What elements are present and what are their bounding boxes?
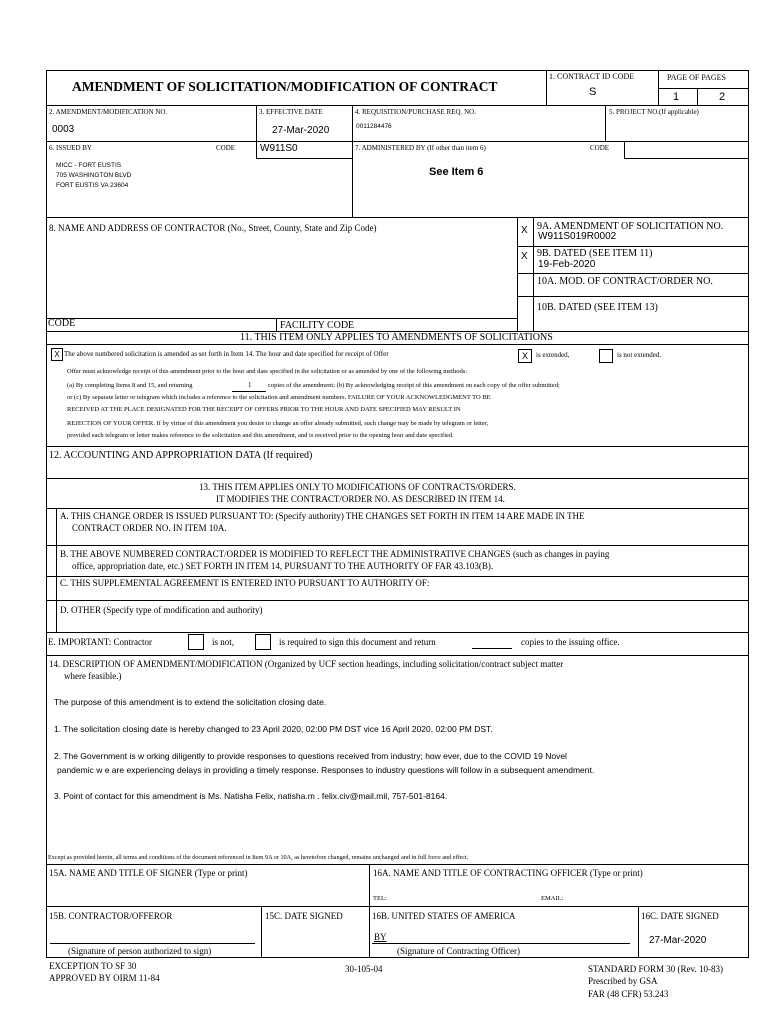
extended-check-mark: X: [521, 351, 528, 361]
rule: [46, 508, 749, 509]
is-not-extended-label: is not extended.: [617, 351, 662, 359]
copies-blank[interactable]: [472, 648, 512, 649]
item13-heading: 13. THIS ITEM APPLIES ONLY TO MODIFICATIONS OF CONTRACTS/ORDERS.: [199, 482, 516, 492]
signature-person-caption: (Signature of person authorized to sign): [68, 946, 212, 956]
rule: [46, 655, 749, 656]
rule: [46, 864, 749, 865]
page-of-pages-label: PAGE OF PAGES: [667, 73, 726, 82]
rule: [46, 906, 749, 907]
dated-9b-value: 19-Feb-2020: [538, 259, 596, 270]
form-title: AMENDMENT OF SOLICITATION/MODIFICATION OF CONTRACT: [72, 79, 498, 94]
date-16c-label: 16C. DATE SIGNED: [641, 911, 719, 921]
requisition-no: 0011284476: [356, 123, 392, 130]
rule: [46, 446, 749, 447]
facility-code-label: FACILITY CODE: [280, 320, 355, 331]
footer-approved: APPROVED BY OIRM 11-84: [49, 973, 160, 983]
amendment-no: 0003: [52, 124, 75, 135]
rule: [46, 545, 749, 546]
copies-count: 1: [248, 381, 252, 389]
item13-a: CONTRACT ORDER NO. IN ITEM 10A.: [72, 523, 227, 533]
usa-16b-label: 16B. UNITED STATES OF AMERICA: [372, 911, 516, 921]
issued-address-line: 705 WASHINGTON BLVD: [56, 172, 132, 179]
page-count: 2: [719, 91, 726, 103]
amended-check-mark: X: [54, 350, 60, 359]
date-15c-label: 15C. DATE SIGNED: [265, 911, 343, 921]
item13-d: D. OTHER (Specify type of modification and authority): [60, 605, 263, 615]
rule: [46, 478, 749, 479]
rule: [658, 88, 749, 89]
item11-line: copies of the amendment; (b) By acknowledging receipt of this amendment on each copy of the offer submitted;: [268, 382, 560, 389]
contractor-label: 8. NAME AND ADDRESS OF CONTRACTOR (No., Street, County, State and Zip Code): [49, 223, 377, 233]
by-label: BY: [374, 932, 387, 942]
item14-paragraph: 1. The solicitation closing date is hereby changed to 23 April 2020, 02:00 PM DST vice 16 April 2020, 02:00 PM DST.: [54, 724, 493, 734]
important-label: E. IMPORTANT: Contractor: [48, 637, 153, 647]
effective-date-label: 3. EFFECTIVE DATE: [259, 108, 323, 116]
footer-prescribed: Prescribed by GSA: [588, 976, 658, 986]
mod-10a-label: 10A. MOD. OF CONTRACT/ORDER NO.: [537, 276, 713, 287]
rule: [372, 943, 630, 944]
email-label: EMAIL:: [541, 895, 564, 902]
item14-paragraph: The purpose of this amendment is to extend the solicitation closing date.: [54, 697, 327, 707]
rule: [276, 318, 277, 331]
item14-label: 14. DESCRIPTION OF AMENDMENT/MODIFICATION (Organized by UCF section headings, including solicitation/contract subject matter: [49, 659, 564, 669]
item13-c: C. THIS SUPPLEMENTAL AGREEMENT IS ENTERED INTO PURSUANT TO AUTHORITY OF:: [60, 578, 430, 588]
amendment-no-label: 2. AMENDMENT/MODIFICATION NO.: [49, 108, 168, 116]
dated-9b-label: 9B. DATED (SEE ITEM 11): [537, 248, 653, 259]
contract-id-code: S: [589, 86, 597, 98]
officer-16a-label: 16A. NAME AND TITLE OF CONTRACTING OFFICER (Type or print): [373, 868, 643, 878]
item13-a: A. THIS CHANGE ORDER IS ISSUED PURSUANT TO: (Specify authority) THE CHANGES SET FORTH IN ITEM 14 ARE MADE IN THE: [60, 511, 585, 521]
is-not-label: is not,: [212, 637, 235, 647]
admin-code-label: CODE: [590, 144, 610, 152]
item12-label: 12. ACCOUNTING AND APPROPRIATION DATA (If required): [49, 450, 313, 461]
item13-b: office, appropriation date, etc.) SET FORTH IN ITEM 14, PURSUANT TO THE AUTHORITY OF FAR 43.103(B).: [72, 561, 494, 571]
is-not-checkbox[interactable]: [188, 634, 204, 650]
rule: [46, 141, 749, 142]
page-number: 1: [673, 91, 680, 103]
rule: [517, 217, 518, 331]
item11-line: or (c) By separate letter or telegram which includes a reference to the solicitation and amendment numbers. FAILURE OF YOUR ACKNOWLEDGMENT TO BE: [67, 394, 491, 401]
contractor-code-label: CODE: [48, 318, 76, 329]
item11-line: RECEIVED AT THE PLACE DESIGNATED FOR THE RECEIPT OF OFFERS PRIOR TO THE HOUR AND DATE SPECIFIED MAY RESULT IN: [67, 406, 461, 413]
item14-paragraph: 2. The Government is w orking diligently to provide responses to questions received from industry; how ever, due to the COVID 19 Novel: [54, 751, 567, 761]
footer-far: FAR (48 CFR) 53.243: [588, 989, 669, 999]
issued-address-line: MICC - FORT EUSTIS: [56, 162, 122, 169]
administered-by-value: See Item 6: [429, 166, 484, 178]
is-required-checkbox[interactable]: [255, 634, 271, 650]
rule: [352, 105, 353, 217]
item14-label: where feasible.): [64, 671, 122, 681]
rule: [50, 943, 255, 944]
footer-exception: EXCEPTION TO SF 30: [49, 961, 137, 971]
item11-line: Offer must acknowledge receipt of this amendment prior to the hour and date specified in the solicitation or as amended by one of the following methods:: [67, 368, 468, 375]
check-9a: X: [521, 225, 528, 236]
amendment-9a-label: 9A. AMENDMENT OF SOLICITATION NO.: [537, 221, 724, 232]
is-extended-label: is extended,: [536, 351, 570, 359]
item14-paragraph: pandemic w e are experiencing delays in providing a timely response. Responses to industry questions will follow in a subsequent amendment.: [57, 765, 595, 775]
item13-b: B. THE ABOVE NUMBERED CONTRACT/ORDER IS MODIFIED TO REFLECT THE ADMINISTRATIVE CHANGES (such as changes in paying: [60, 549, 610, 559]
rule: [56, 508, 57, 632]
rule: [624, 158, 749, 159]
rule: [605, 105, 606, 141]
effective-date: 27-Mar-2020: [272, 125, 330, 136]
item11-line: REJECTION OF YOUR OFFER. If by virtue of this amendment you desire to change an offer already submitted, such change may be made by telegram or letter,: [67, 420, 489, 427]
dated-10b-label: 10B. DATED (SEE ITEM 13): [537, 302, 658, 313]
except-text: Except as provided herein, all terms and conditions of the document referenced in Item 9A or 10A, as heretofore changed, remains unchanged and in full force and effect.: [48, 854, 469, 861]
amended-checkbox[interactable]: [51, 348, 63, 361]
signer-15a-label: 15A. NAME AND TITLE OF SIGNER (Type or print): [49, 868, 248, 878]
rule: [46, 600, 749, 601]
rule: [546, 70, 547, 105]
issued-code-label: CODE: [216, 144, 236, 152]
item11-line: provided each telegram or letter makes reference to the solicitation and this amendment, and is received prior to the opening hour and date specified.: [67, 432, 454, 439]
tel-label: TEL:: [373, 895, 387, 902]
contract-id-code-label: 1. CONTRACT ID CODE: [549, 72, 635, 81]
rule: [46, 576, 749, 577]
rule: [46, 632, 749, 633]
issued-address-line: FORT EUSTIS VA 23604: [56, 182, 129, 189]
issued-by-label: 6. ISSUED BY: [49, 144, 92, 152]
rule: [369, 864, 370, 958]
rule: [517, 273, 749, 274]
rule: [46, 105, 749, 106]
contractor-15b-label: 15B. CONTRACTOR/OFFEROR: [49, 911, 173, 921]
date-16c-value: 27-Mar-2020: [649, 935, 707, 946]
signature-officer-caption: (Signature of Contracting Officer): [397, 946, 521, 956]
item14-paragraph: 3. Point of contact for this amendment is Ms. Natisha Felix, natisha.m . felix.civ@mail.mil, 757-501-8164.: [54, 791, 448, 801]
rule: [517, 296, 749, 297]
rule: [256, 105, 257, 158]
rule: [46, 217, 749, 218]
rule: [46, 344, 749, 345]
amendment-9a-value: W911S019R0002: [538, 231, 617, 242]
rule: [697, 88, 698, 105]
extended-checkbox[interactable]: [518, 349, 532, 363]
issued-code: W911S0: [260, 143, 298, 154]
copies-label: copies to the issuing office.: [521, 637, 620, 647]
amended-text: The above numbered solicitation is amended as set forth in Item 14. The hour and date specified for receipt of Offer: [64, 350, 389, 358]
rule: [256, 158, 352, 159]
not-extended-checkbox[interactable]: [599, 349, 613, 363]
rule: [46, 318, 517, 319]
rule: [517, 246, 749, 247]
item11-heading: 11. THIS ITEM ONLY APPLIES TO AMENDMENTS OF SOLICITATIONS: [240, 332, 553, 343]
item11-line: (a) By completing Items 8 and 15, and returning: [67, 382, 193, 389]
requisition-label: 4. REQUISITION/PURCHASE REQ. NO.: [355, 108, 476, 116]
item13-heading: IT MODIFIES THE CONTRACT/ORDER NO. AS DESCRIBED IN ITEM 14.: [216, 494, 505, 504]
rule: [261, 906, 262, 958]
is-required-label: is required to sign this document and return: [279, 637, 436, 647]
check-9b: X: [521, 251, 528, 262]
footer-form-number: 30-105-04: [345, 964, 383, 974]
rule: [624, 141, 625, 158]
project-no-label: 5. PROJECT NO.(If applicable): [609, 108, 699, 116]
copies-underline: [232, 391, 266, 392]
footer-standard-form: STANDARD FORM 30 (Rev. 10-83): [588, 964, 723, 974]
rule: [638, 906, 639, 958]
administered-by-label: 7. ADMINISTERED BY (If other than item 6): [355, 144, 486, 152]
rule: [533, 217, 534, 331]
